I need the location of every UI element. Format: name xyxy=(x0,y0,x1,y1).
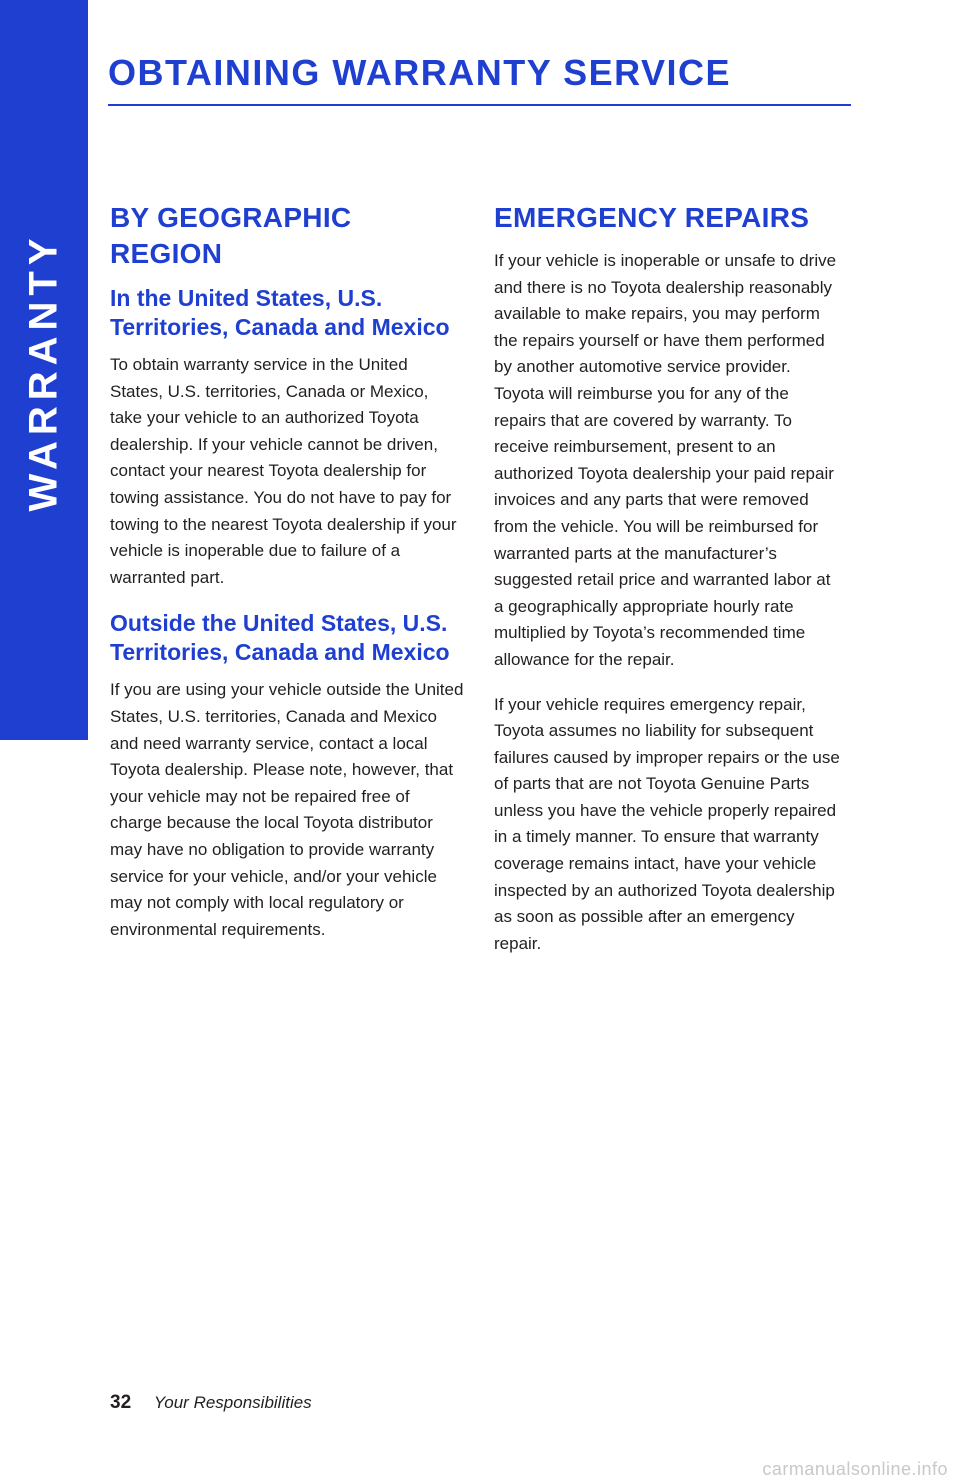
section-title-geographic-region: BY GEOGRAPHIC REGION xyxy=(110,202,352,269)
page-title: OBTAINING WARRANTY SERVICE xyxy=(108,52,732,93)
page-number: 32 xyxy=(110,1392,132,1413)
page-footer xyxy=(110,1392,312,1414)
subsection-title-outside-us: Outside the United States, U.S. Territories, Canada and Mexico xyxy=(110,610,450,666)
side-tab xyxy=(0,0,88,740)
paragraph-emergency-reimbursement: If your vehicle is inoperable or unsafe to drive and there is no Toyota dealership reasonably available to make repairs, you may perform the repairs yourself or have them performed by another automotive service provider. Toyota will reimburse you for any of the repairs that are covered by warranty. To receive reimbursement, present to an authorized Toyota dealership your paid repair invoices and any parts that were removed from the vehicle. You will be reimbursed for warranted parts at the manufacturer’s suggested retail price and warranted labor at a geographically appropriate hourly rate multiplied by Toyota’s recommended time allowance for the repair. xyxy=(494,251,837,669)
section-title-emergency-repairs: EMERGENCY REPAIRS xyxy=(494,202,810,233)
title-divider xyxy=(108,104,851,106)
footer-section-name: Your Responsibilities xyxy=(153,1393,312,1412)
watermark: carmanualsonline.info xyxy=(762,1459,948,1479)
paragraph-outside-us: If you are using your vehicle outside the United States, U.S. territories, Canada and Mexico and need warranty service, contact a local Toyota dealership. Please note, however, that your vehicle may not be repaired free of charge because the local Toyota distributor may have no obligation to provide warranty service for your vehicle, and/or your vehicle may not comply with local regulatory or environmental requirements. xyxy=(110,680,464,939)
left-column xyxy=(110,200,465,961)
side-tab-label: WARRANTY xyxy=(21,232,66,512)
right-column xyxy=(494,200,844,975)
subsection-title-inside-us: In the United States, U.S. Territories, Canada and Mexico xyxy=(110,285,450,340)
paragraph-emergency-liability: If your vehicle requires emergency repair, Toyota assumes no liability for subsequent failures caused by improper repairs or the use of parts that are not Toyota Genuine Parts unless you have the vehicle properly repaired in a timely manner. To ensure that warranty coverage remains intact, have your vehicle inspected by an authorized Toyota dealership as soon as possible after an emergency repair. xyxy=(494,694,840,953)
paragraph-inside-us: To obtain warranty service in the United States, U.S. territories, Canada or Mexico, take your vehicle to an authorized Toyota dealership. If your vehicle cannot be driven, contact your nearest Toyota dealership for towing assistance. You do not have to pay for towing to the nearest Toyota dealership if your vehicle is inoperable due to failure of a warranted part. xyxy=(110,355,457,587)
